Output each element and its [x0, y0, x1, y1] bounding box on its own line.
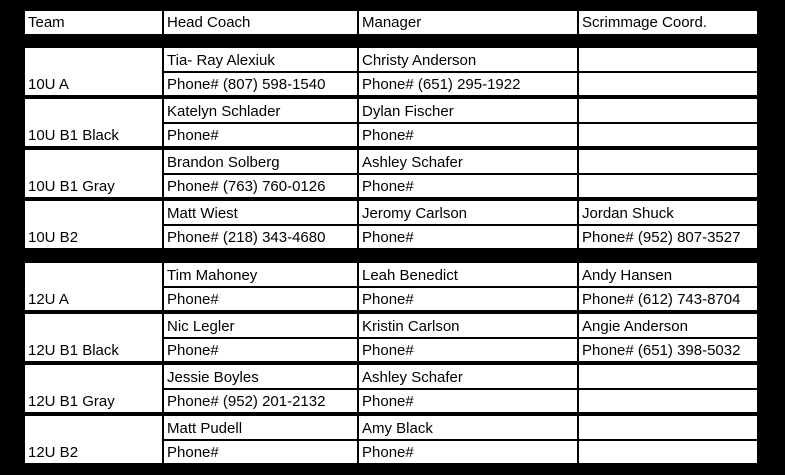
coach-phone: Phone# — [164, 288, 357, 310]
header-scrimmage-coord: Scrimmage Coord. — [579, 11, 757, 34]
scrimmage-coord-name: Angie Anderson — [579, 314, 757, 337]
scrimmage-coord-phone — [579, 175, 757, 197]
coach-phone: Phone# (218) 343-4680 — [164, 226, 357, 248]
scrimmage-coord-phone: Phone# (952) 807-3527 — [579, 226, 757, 248]
manager-name: Dylan Fischer — [359, 99, 577, 122]
coach-phone: Phone# (763) 760-0126 — [164, 175, 357, 197]
coach-name: Katelyn Schlader — [164, 99, 357, 122]
header-team: Team — [25, 11, 162, 34]
coach-phone: Phone# — [164, 339, 357, 361]
coach-phone: Phone# (807) 598-1540 — [164, 73, 357, 95]
scrimmage-coord-name — [579, 416, 757, 439]
header-manager: Manager — [359, 11, 577, 34]
team-name: 12U B1 Gray — [25, 365, 162, 412]
scrimmage-coord-phone: Phone# (612) 743-8704 — [579, 288, 757, 310]
team-name: 12U B1 Black — [25, 314, 162, 361]
scrimmage-coord-phone: Phone# (651) 398-5032 — [579, 339, 757, 361]
manager-name: Amy Black — [359, 416, 577, 439]
coach-name: Brandon Solberg — [164, 150, 357, 173]
scrimmage-coord-name: Andy Hansen — [579, 263, 757, 286]
coach-phone: Phone# — [164, 124, 357, 146]
manager-phone: Phone# — [359, 390, 577, 412]
scrimmage-coord-name — [579, 48, 757, 71]
coach-phone: Phone# — [164, 441, 357, 463]
header-head-coach: Head Coach — [164, 11, 357, 34]
manager-name: Christy Anderson — [359, 48, 577, 71]
manager-phone: Phone# — [359, 339, 577, 361]
manager-phone: Phone# — [359, 441, 577, 463]
scrimmage-coord-phone — [579, 390, 757, 412]
coach-name: Matt Pudell — [164, 416, 357, 439]
manager-phone: Phone# — [359, 226, 577, 248]
manager-phone: Phone# — [359, 288, 577, 310]
coach-name: Matt Wiest — [164, 201, 357, 224]
manager-phone: Phone# — [359, 175, 577, 197]
scrimmage-coord-name — [579, 150, 757, 173]
coach-name: Nic Legler — [164, 314, 357, 337]
manager-phone: Phone# — [359, 124, 577, 146]
manager-name: Leah Benedict — [359, 263, 577, 286]
manager-name: Jeromy Carlson — [359, 201, 577, 224]
coach-name: Tia- Ray Alexiuk — [164, 48, 357, 71]
coach-phone: Phone# (952) 201-2132 — [164, 390, 357, 412]
scrimmage-coord-name — [579, 365, 757, 388]
scrimmage-coord-name — [579, 99, 757, 122]
team-name: 10U A — [25, 48, 162, 95]
manager-name: Ashley Schafer — [359, 150, 577, 173]
team-name: 10U B2 — [25, 201, 162, 248]
manager-name: Ashley Schafer — [359, 365, 577, 388]
scrimmage-coord-phone — [579, 73, 757, 95]
manager-name: Kristin Carlson — [359, 314, 577, 337]
manager-phone: Phone# (651) 295-1922 — [359, 73, 577, 95]
team-name: 10U B1 Gray — [25, 150, 162, 197]
team-name: 12U A — [25, 263, 162, 310]
coach-name: Jessie Boyles — [164, 365, 357, 388]
scrimmage-coord-phone — [579, 441, 757, 463]
team-name: 12U B2 — [25, 416, 162, 463]
scrimmage-coord-phone — [579, 124, 757, 146]
team-name: 10U B1 Black — [25, 99, 162, 146]
scrimmage-coord-name: Jordan Shuck — [579, 201, 757, 224]
coach-name: Tim Mahoney — [164, 263, 357, 286]
roster-table — [24, 10, 758, 463]
